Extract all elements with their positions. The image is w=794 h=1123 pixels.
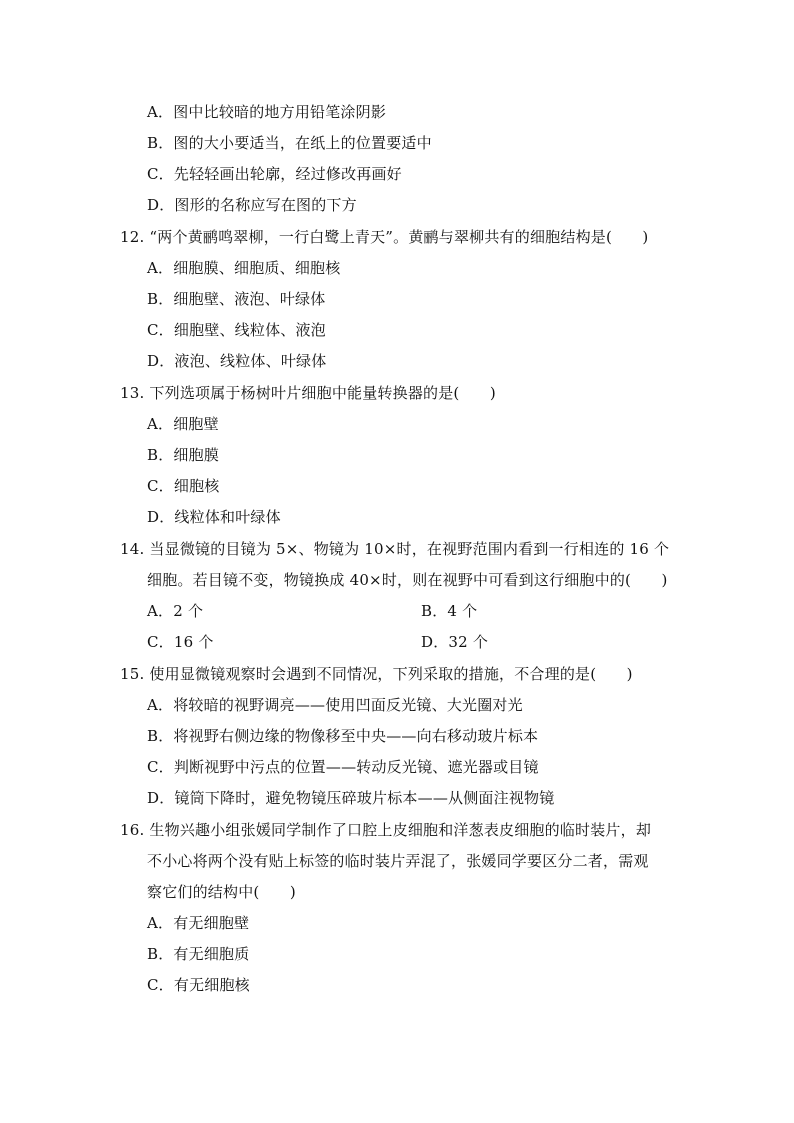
q15-option-d: D．镜筒下降时，避免物镜压碎玻片标本——从侧面注视物镜: [147, 789, 555, 807]
q13-option-a: A．细胞壁: [147, 415, 219, 433]
q14-option-d: D．32 个: [421, 633, 489, 651]
q16-stem-line3: 察它们的结构中( ): [147, 883, 296, 901]
q15-option-b: B．将视野右侧边缘的物像移至中央——向右移动玻片标本: [147, 727, 539, 745]
q16-stem-line2: 不小心将两个没有贴上标签的临时装片弄混了，张媛同学要区分二者，需观: [147, 852, 649, 870]
q16-option-c: C．有无细胞核: [147, 976, 250, 994]
q11-option-a: A．图中比较暗的地方用铅笔涂阴影: [147, 103, 387, 121]
q12-option-d: D．液泡、线粒体、叶绿体: [147, 352, 327, 370]
q13-option-b: B．细胞膜: [147, 446, 220, 464]
q14-stem-line1: 14. 当显微镜的目镜为 5×、物镜为 10×时，在视野范围内看到一行相连的 16 个: [120, 540, 670, 558]
q12-option-c: C．细胞壁、线粒体、液泡: [147, 321, 326, 339]
q16-option-a: A．有无细胞壁: [147, 914, 250, 932]
q14-option-c: C．16 个: [147, 633, 214, 651]
q14-stem-line2: 细胞。若目镜不变，物镜换成 40×时，则在视野中可看到这行细胞中的( ): [147, 571, 668, 589]
q15-stem: 15. 使用显微镜观察时会遇到不同情况，下列采取的措施，不合理的是( ): [120, 665, 633, 683]
q11-option-d: D．图形的名称应写在图的下方: [147, 196, 357, 214]
q11-option-c: C．先轻轻画出轮廓，经过修改再画好: [147, 165, 402, 183]
q16-stem-line1: 16. 生物兴趣小组张媛同学制作了口腔上皮细胞和洋葱表皮细胞的临时装片，却: [120, 821, 652, 839]
q15-option-c: C．判断视野中污点的位置——转动反光镜、遮光器或目镜: [147, 758, 539, 776]
q13-stem: 13. 下列选项属于杨树叶片细胞中能量转换器的是( ): [120, 384, 496, 402]
q12-option-b: B．细胞壁、液泡、叶绿体: [147, 290, 326, 308]
q12-stem: 12. “两个黄鹂鸣翠柳，一行白鹭上青天”。黄鹂与翠柳共有的细胞结构是( ): [120, 228, 649, 246]
q12-option-a: A．细胞膜、细胞质、细胞核: [147, 259, 341, 277]
q13-option-c: C．细胞核: [147, 477, 220, 495]
q11-option-b: B．图的大小要适当，在纸上的位置要适中: [147, 134, 432, 152]
q15-option-a: A．将较暗的视野调亮——使用凹面反光镜、大光圈对光: [147, 696, 523, 714]
q13-option-d: D．线粒体和叶绿体: [147, 508, 281, 526]
q16-option-b: B．有无细胞质: [147, 945, 250, 963]
q14-option-b: B．4 个: [421, 602, 478, 620]
q14-option-a: A．2 个: [147, 602, 204, 620]
